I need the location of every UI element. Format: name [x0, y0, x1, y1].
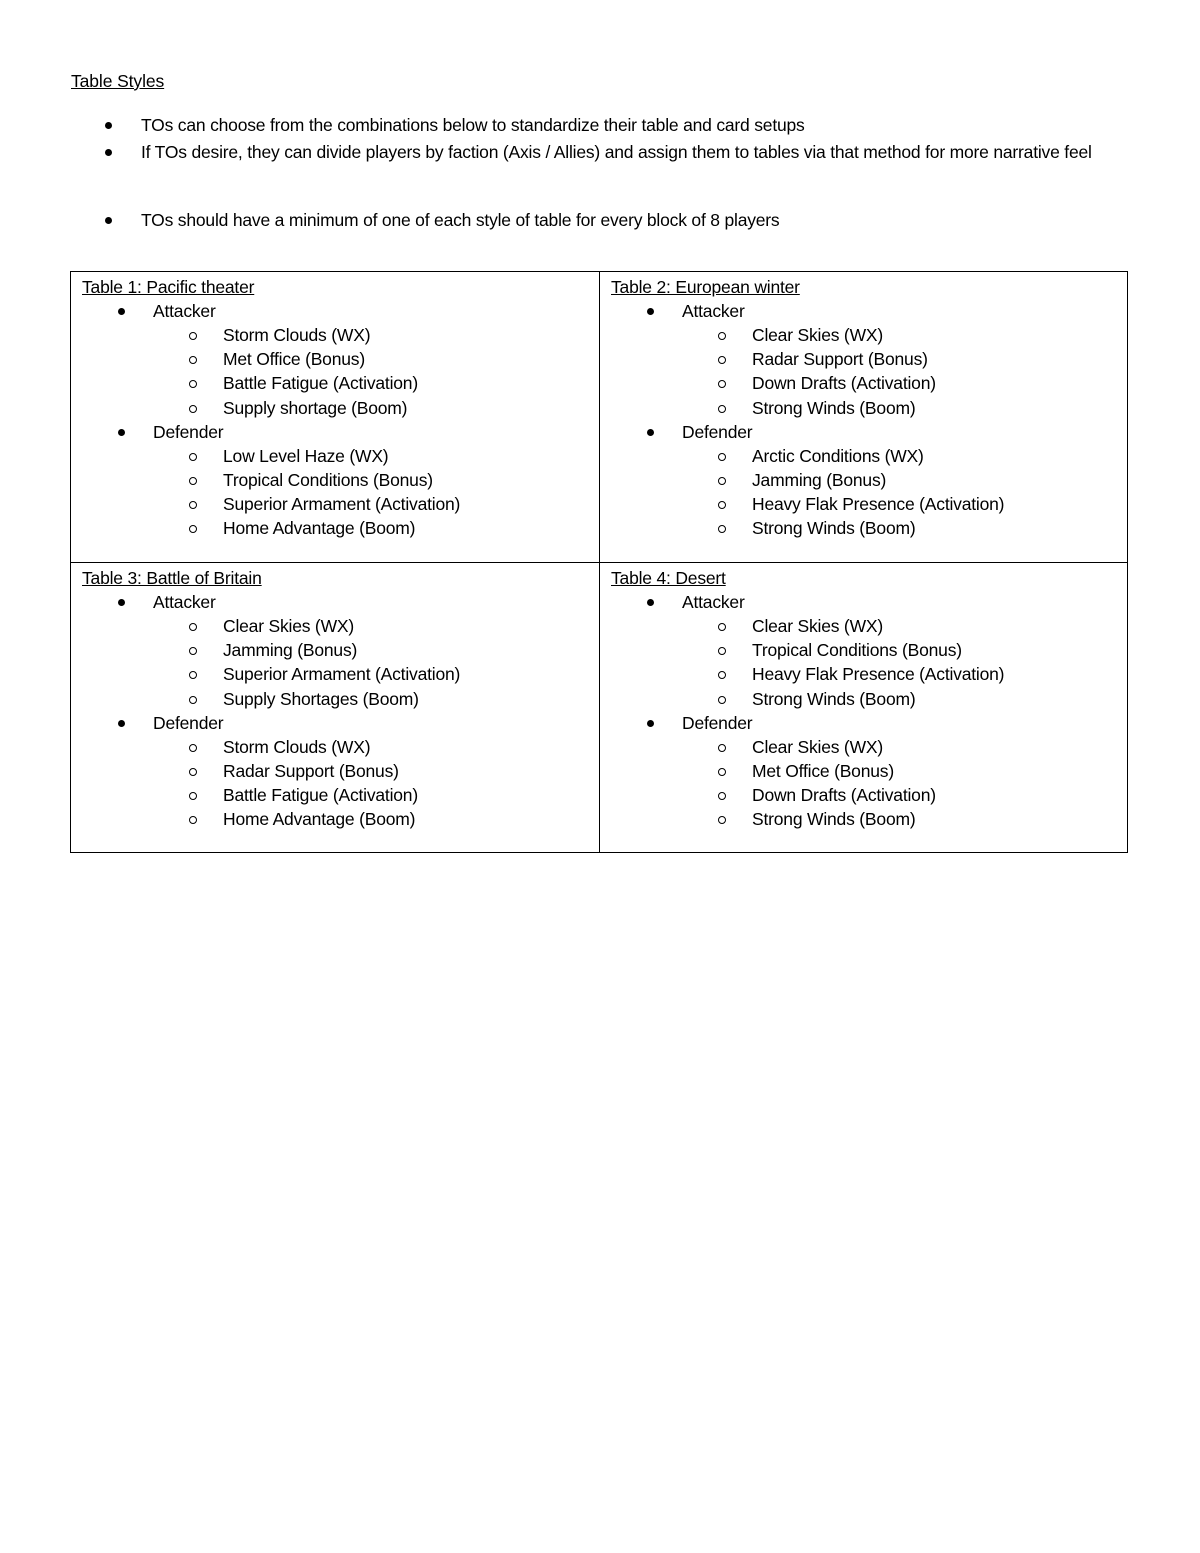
table-style-cell [600, 272, 1127, 563]
card-item-label: Met Office (Bonus) [223, 349, 365, 370]
bullet-icon [118, 429, 125, 436]
intro-bullet-text: If TOs desire, they can divide players by faction (Axis / Allies) and assign them to tables via that method for more narrative feel [141, 142, 1092, 162]
circle-bullet-icon [718, 768, 726, 776]
circle-bullet-icon [189, 671, 197, 679]
card-item-label: Supply Shortages (Boom) [223, 688, 419, 709]
attacker-label: Attacker [153, 301, 216, 322]
card-item-label: Superior Armament (Activation) [223, 493, 461, 514]
circle-bullet-icon [189, 768, 197, 776]
bullet-icon [647, 599, 654, 606]
attacker-label: Attacker [682, 592, 745, 613]
card-item-label: Arctic Conditions (WX) [752, 445, 924, 466]
card-item-label: Home Advantage (Boom) [223, 809, 416, 829]
bullet-icon [118, 720, 125, 727]
table-style-cell [71, 563, 600, 852]
defender-label: Defender [153, 712, 224, 733]
circle-bullet-icon [718, 453, 726, 461]
circle-bullet-icon [189, 623, 197, 631]
circle-bullet-icon [189, 525, 197, 533]
circle-bullet-icon [718, 671, 726, 679]
card-item-label: Tropical Conditions (Bonus) [223, 469, 433, 490]
circle-bullet-icon [189, 816, 197, 824]
card-item-label: Jamming (Bonus) [752, 469, 887, 490]
circle-bullet-icon [718, 332, 726, 340]
table-style-title: Table 1: Pacific theater [82, 277, 255, 297]
bullet-icon [105, 122, 112, 129]
card-item-label: Heavy Flak Presence (Activation) [752, 493, 1005, 514]
card-item-label: Clear Skies (WX) [752, 736, 883, 757]
table-styles-grid [70, 271, 1128, 853]
bullet-icon [647, 308, 654, 315]
circle-bullet-icon [718, 477, 726, 485]
circle-bullet-icon [718, 744, 726, 752]
card-item-label: Clear Skies (WX) [223, 616, 354, 637]
circle-bullet-icon [718, 380, 726, 388]
table-style-title: Table 3: Battle of Britain [82, 568, 262, 588]
table-style-title: Table 2: European winter [611, 277, 800, 297]
attacker-label: Attacker [682, 301, 745, 322]
circle-bullet-icon [718, 792, 726, 800]
circle-bullet-icon [718, 816, 726, 824]
card-item-label: Jamming (Bonus) [223, 640, 358, 661]
defender-label: Defender [153, 421, 224, 442]
card-item-label: Home Advantage (Boom) [223, 518, 416, 538]
circle-bullet-icon [189, 380, 197, 388]
card-item-label: Storm Clouds (WX) [223, 325, 371, 346]
circle-bullet-icon [718, 356, 726, 364]
circle-bullet-icon [718, 525, 726, 533]
card-item-label: Tropical Conditions (Bonus) [752, 640, 962, 661]
card-item-label: Clear Skies (WX) [752, 325, 883, 346]
circle-bullet-icon [718, 647, 726, 655]
circle-bullet-icon [189, 744, 197, 752]
circle-bullet-icon [189, 453, 197, 461]
circle-bullet-icon [718, 696, 726, 704]
defender-label: Defender [682, 712, 753, 733]
bullet-icon [118, 308, 125, 315]
card-item-label: Storm Clouds (WX) [223, 736, 371, 757]
card-item-label: Clear Skies (WX) [752, 616, 883, 637]
bullet-icon [647, 720, 654, 727]
bullet-icon [647, 429, 654, 436]
card-item-label: Low Level Haze (WX) [223, 445, 389, 466]
card-item-label: Down Drafts (Activation) [752, 784, 936, 805]
bullet-icon [118, 599, 125, 606]
circle-bullet-icon [189, 332, 197, 340]
defender-label: Defender [682, 421, 753, 442]
intro-bullet-text: TOs can choose from the combinations below to standardize their table and card setups [141, 115, 805, 135]
card-item-label: Down Drafts (Activation) [752, 373, 936, 394]
card-item-label: Supply shortage (Boom) [223, 397, 408, 418]
table-style-cell [71, 272, 600, 563]
card-item-label: Battle Fatigue (Activation) [223, 373, 418, 394]
intro-bullet-text: TOs should have a minimum of one of each style of table for every block of 8 players [141, 210, 780, 230]
card-item-label: Radar Support (Bonus) [223, 760, 399, 781]
card-item-label: Strong Winds (Boom) [752, 688, 916, 709]
card-item-label: Battle Fatigue (Activation) [223, 784, 418, 805]
card-item-label: Strong Winds (Boom) [752, 397, 916, 418]
circle-bullet-icon [189, 647, 197, 655]
table-style-cell [600, 563, 1127, 852]
card-item-label: Strong Winds (Boom) [752, 518, 916, 538]
circle-bullet-icon [718, 405, 726, 413]
circle-bullet-icon [189, 501, 197, 509]
card-item-label: Strong Winds (Boom) [752, 809, 916, 829]
circle-bullet-icon [189, 696, 197, 704]
circle-bullet-icon [189, 405, 197, 413]
attacker-label: Attacker [153, 592, 216, 613]
bullet-icon [105, 149, 112, 156]
circle-bullet-icon [189, 356, 197, 364]
card-item-label: Superior Armament (Activation) [223, 664, 461, 685]
bullet-icon [105, 217, 112, 224]
table-style-title: Table 4: Desert [611, 568, 726, 588]
circle-bullet-icon [718, 623, 726, 631]
card-item-label: Heavy Flak Presence (Activation) [752, 664, 1005, 685]
card-item-label: Met Office (Bonus) [752, 760, 894, 781]
circle-bullet-icon [189, 477, 197, 485]
circle-bullet-icon [718, 501, 726, 509]
page-title: Table Styles [71, 71, 165, 91]
circle-bullet-icon [189, 792, 197, 800]
card-item-label: Radar Support (Bonus) [752, 349, 928, 370]
